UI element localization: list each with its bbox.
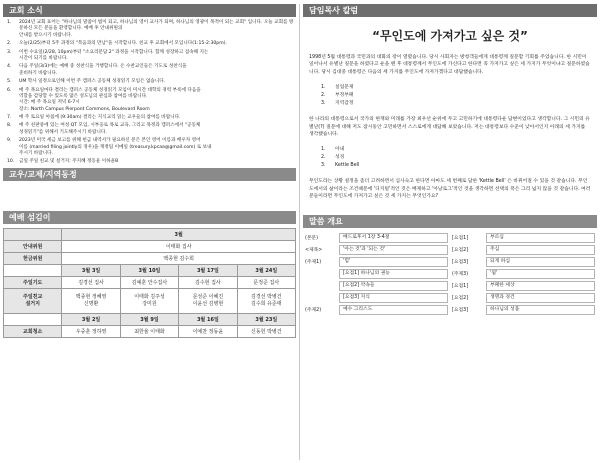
table-row: 교회청소 우중훈 정하영 최한율 이태화 이예찬 정동윤 신동헌 박병건: [4, 325, 296, 337]
table-row: 주일기도 김경선 집사 김예훈 안수집사 김수현 집사 문정준 집사: [4, 276, 296, 288]
sermon-outline: [303, 232, 597, 316]
column-divider: [299, 4, 300, 460]
table-row: (본문) 베드로후서 1장 3-4절 [요점1] 부르심: [303, 232, 597, 244]
right-column: [303, 4, 597, 462]
roles-table: [3, 228, 296, 338]
list-item: 1. 아내: [321, 147, 345, 153]
column-title: “무인도에 가져가고 싶은 것”: [372, 29, 528, 43]
list-item: 3. Kettle Bell: [321, 163, 360, 169]
roles-header: 예배 섬김이: [3, 211, 296, 224]
list-item: 2. 오늘(2/25)부터 5주 과정의 "복음과의 만남"을 시작합니다. 친교 후 교회에서 모입니다(1:15-2:30pm).: [7, 41, 227, 47]
list-item: 9. 2023년 미국 세금 보고를 위해 헌금 내역서가 필요하신 분은 본인 영어 이름과 배우자 영어 이름 (married filing jointly의 경우)을 재정팀 이메일 (treasury.kpcaa@gmail.com) 로 보내 주시기 바랍니다.: [7, 138, 212, 156]
table-row: 헌금위원 맥종현 김수희: [4, 252, 296, 264]
left-column: [3, 4, 296, 462]
sermon-header: 말씀 개요: [303, 215, 597, 228]
table-row: (주제1) '힘' [요점3] 되게 하심: [303, 256, 597, 268]
list-item: 10. 금일 주일 친교 및 설거지: 주지혜 정동윤 이하윤B: [7, 159, 119, 165]
answer-list-1: [303, 84, 597, 108]
list-item: 5. UM 학사 일정으로인해 이번 주 캠퍼스 공동체 성경읽기 모임은 없습니다.: [7, 79, 166, 85]
list-item: 2. 부정부패: [321, 93, 354, 99]
list-item: 3. 지역감정: [321, 101, 354, 107]
list-item: 1. 실업문제: [321, 85, 354, 91]
column-paragraph-1: 1998년 5월 대통령과 국민과의 대화의 장이 열렸습니다. 당시 사회자는 방청객들에게 대통령께 질문할 기회를 주었습니다. 한 시민이 일어나서 유별난 질문을 하였다고 운을 뗀 후 대통령께서 무인도에 가신다고 한다면 꼭 가져가고 싶은 세 가지가 무엇이냐고 질문하였습니다. 당시 김대중 대통령은 다음의 세 가지를 무인도에 가져가겠다고 대답했습니다.: [309, 55, 590, 75]
table-row: <제목> '아는 것'과 '되는 것' [요점2] 주심: [303, 244, 597, 256]
fellowship-body: [3, 181, 296, 211]
table-row: 안내위원 이태화 집사: [4, 240, 296, 252]
column-paragraph-3: 무인도라는 상황 설정을 좀더 고려하면서 심사숙고 한다면 아마도 세 번째로 답한 'Kettle Bell' 은 바뀌어질 수 있을 것 같습니다. 무인도에서의 삶이라는 조건때문에 '디지털'적인 것은 배제하고 '아날로그'적인 것을 생각하면 선택의 폭은 그리 넓지 않을 것 같습니다. 여러분들이라면 무인도에 가져가고 싶은 것 세 가지는 무엇인가요?: [309, 179, 591, 200]
month-label: 3월: [62, 228, 296, 240]
table-row: [요점3] 지식 [요점2] 생명과 경건: [303, 292, 597, 304]
news-header: 교회 소식: [3, 4, 296, 17]
table-row: 주일친교 설거지 맥종현 정혜영 신명환 이태화 김주성 강미원 문성준 이혜진 이윤선 김병현 김경선 박병건 김수희 유준태: [4, 288, 296, 313]
fellowship-header: 교우/교제/지역동정: [3, 168, 296, 181]
list-item: 8. 매 주 친판중에 있는 여성 QT 모임, 시부웅로 목로 교육, 그리고 목정과 캠퍼스에서 "공동체 성경읽기"를 위해서 기도해주시기 바랍니다.: [7, 123, 201, 135]
list-item: 6. 매 주 목요일마다 결리는 캠퍼스 공동체 성경읽기 모임이 미시간 대학의 경력 부룩에 다음을 역할을 감당할 수 있도록 많은 성도님의 관심과 참여를 바랍니다. 시간: 매 주 목요일 저녁 6-7시 장소: North Campus Pierpont Commons, Boulevard Room: [7, 87, 201, 112]
list-item: 4. 다음 주일(3/3)에는 예배 중 성찬식을 거행합니다. 온 수찬교인들은 기도로 성찬식을 준비하기 바랍니다.: [7, 64, 187, 76]
answer-list-2: [303, 146, 597, 170]
news-list: [3, 17, 296, 166]
table-row: [요점2] 약속들 [요점1] 부패한 세상: [303, 280, 597, 292]
column-header: 담임목사 칼럼: [303, 4, 597, 17]
column-paragraph-2: 한 나라의 대통령으로서 국가의 현재와 미래를 가장 최우선 순위에 두고 고민하기에 대통령다운 답변이었다고 생각합니다. 그 시민의 유별난(?) 질문에 대해 저도 잠시동안 고민하면서 스스로에게 대답해 보았습니다. 저는 대통령보다 수준이 낮아서인지 아래의 세 가지를 생각했습니다.: [309, 117, 590, 138]
list-item: 1. 2024년 교회 표어는 "하나님의 말씀이 법이 되고, 하나님의 영이 교사가 되며, 하나님의 영광이 목적이 되는 교회" 입니다. 오늘 교회를 방문하신 모든 분들을 환영합니다. 예배 후 안내위원의 안내를 받으시기 바랍니다.: [7, 20, 294, 38]
list-item: 3. 이번 수요일(2/28, 10pm)부터 "소요리문답 2" 과정을 시작합니다. 함께 성장하고 섬속해 지는 시간이 되기를 바랍니다.: [7, 49, 209, 61]
table-row: 3월 3일 3월 10일 3월 17일 3월 24일: [4, 264, 296, 276]
table-row: 3월 2일 3월 9일 3월 16일 3월 23일: [4, 313, 296, 325]
list-item: 7. 매 주 토요일 아침에 (9:30am) 결리는 지식교리 읽는 교우들의 참여를 바랍니다.: [7, 114, 181, 120]
table-row: [4, 228, 296, 240]
table-row: [요점1] 하나님의 권능 (주제3) '됨': [303, 268, 597, 280]
table-row: (주제2) 예수 그리스도 [요점3] 하나님의 성품: [303, 304, 597, 316]
list-item: 2. 성경: [321, 155, 345, 161]
